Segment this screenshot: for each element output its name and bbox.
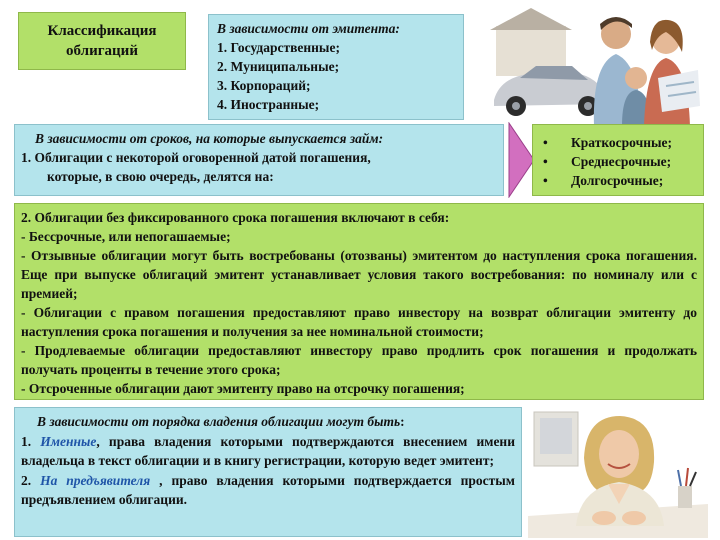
ownership-heading-colon: : — [400, 414, 405, 429]
issuer-classification-box — [208, 14, 464, 120]
term-heading: В зависимости от сроков, на которые выпускается займ: — [35, 131, 384, 146]
issuer-item: 4. Иностранные; — [217, 97, 320, 112]
page-title — [47, 21, 156, 61]
bullet: • — [543, 135, 548, 150]
no-fixed-term-box — [14, 203, 704, 400]
list-item — [543, 152, 699, 171]
paragraph: - Бессрочные, или непогашаемые; — [21, 229, 231, 244]
list-item-label: Долгосрочные; — [571, 173, 664, 188]
bullet: • — [543, 173, 548, 188]
title-box — [18, 12, 186, 70]
list-item — [543, 133, 699, 152]
issuer-item: 1. Государственные; — [217, 40, 340, 55]
term-item-line: 1. Облигации с некоторой оговоренной датой погашения, — [21, 150, 371, 165]
term-item-line: которые, в свою очередь, делятся на: — [47, 169, 274, 184]
ownership-item-bearer — [21, 471, 515, 510]
title-line-1: Классификация — [47, 23, 157, 39]
item-term: На предъявителя — [40, 472, 151, 488]
office-woman-photo — [528, 408, 708, 538]
item-term: Именные — [40, 433, 97, 449]
term-classification-box — [14, 124, 504, 196]
title-line-2: облигаций — [66, 43, 138, 59]
ownership-heading — [21, 412, 515, 432]
issuer-heading: В зависимости от эмитента: — [217, 21, 400, 36]
item-number: 2. — [21, 472, 41, 488]
paragraph: - Отсроченные облигации дают эмитенту право на отсрочку погашения; — [21, 381, 465, 396]
issuer-item: 2. Муниципальные; — [217, 59, 340, 74]
item-description: , права владения которыми подтверждаются внесением имени владельца в текст облигации и в книгу регистрации, которую ведет эмитент; — [21, 433, 515, 468]
paragraph: - Продлеваемые облигации предоставляют инвестору право продлить срок погашения и продолжать получать проценты в течение этого срока; — [21, 343, 697, 377]
paragraph: 2. Облигации без фиксированного срока погашения включают в себя: — [21, 210, 450, 225]
item-description: , право владения которыми подтверждается простым предъявлением облигации. — [21, 472, 515, 507]
issuer-item: 3. Корпораций; — [217, 78, 311, 93]
maturity-list — [543, 133, 699, 190]
paragraph: - Отзывные облигации могут быть востребованы (отозваны) эмитентом до наступления срока погашения. Еще при выпуске облигаций эмитент устанавливает условия такого востребования: по номиналу или с премией; — [21, 248, 697, 301]
ownership-heading-text: В зависимости от порядка владения облигации могут быть — [37, 414, 401, 429]
maturity-list-box — [532, 124, 704, 196]
bullet: • — [543, 154, 548, 169]
ownership-item-registered — [21, 432, 515, 471]
ownership-classification-box — [14, 407, 522, 537]
item-number: 1. — [21, 433, 41, 449]
list-item-label: Среднесрочные; — [571, 154, 672, 169]
list-item — [543, 171, 699, 190]
family-car-photo — [476, 8, 702, 126]
paragraph: - Облигации с правом погашения предоставляют право инвестору на возврат облигации эмитенту до наступления срока погашения и получения за нее номинальной стоимости; — [21, 305, 697, 339]
list-item-label: Краткосрочные; — [571, 135, 672, 150]
